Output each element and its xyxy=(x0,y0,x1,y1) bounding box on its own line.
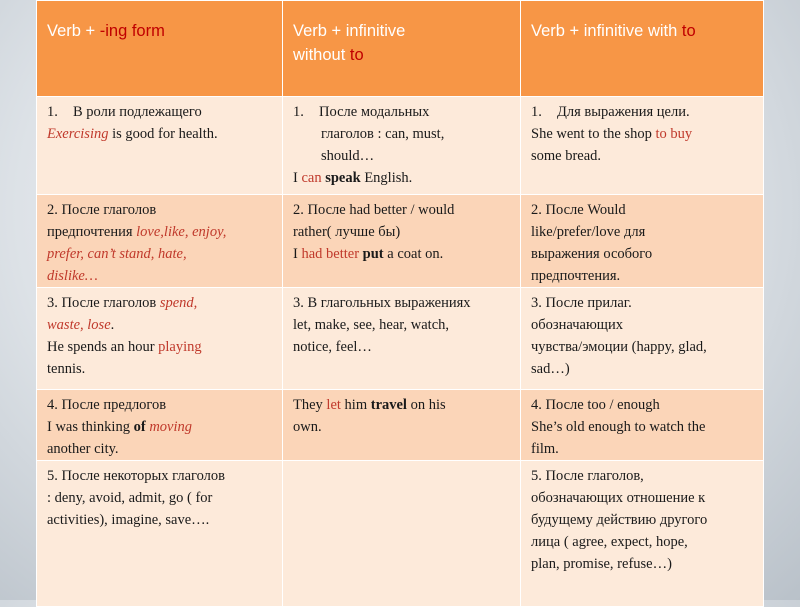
cell-inf-3 xyxy=(283,288,521,390)
cell-ing-3 xyxy=(37,288,283,390)
example-text: She went to the shop xyxy=(531,126,656,142)
rule-text: 3. После глаголов xyxy=(47,295,160,311)
example-bold: put xyxy=(362,246,384,262)
example-highlight: playing xyxy=(158,339,202,355)
rule-text: обозначающих xyxy=(531,317,623,333)
example-highlight: to buy xyxy=(655,126,693,142)
item-number: 1. xyxy=(47,104,58,120)
rule-text: 2. После had better / would xyxy=(293,202,455,218)
example-text: She’s old enough to watch the xyxy=(531,419,706,435)
cell-to-4 xyxy=(521,390,764,461)
example-bold: of xyxy=(133,419,146,435)
rule-text: 4. После too / enough xyxy=(531,397,660,413)
rule-text: 5. После глаголов, xyxy=(531,468,644,484)
rule-text: 4. После предлогов xyxy=(47,397,167,413)
rule-text: . xyxy=(110,317,115,333)
table-row xyxy=(37,288,764,390)
cell-inf-4 xyxy=(283,390,521,461)
item-number: 1. xyxy=(531,104,542,120)
rule-text: 3. В глагольных выражениях xyxy=(293,295,471,311)
rule-text: sad…) xyxy=(531,361,570,377)
cell-ing-4 xyxy=(37,390,283,461)
table-row xyxy=(37,97,764,195)
example-highlight: had better xyxy=(301,246,360,262)
rule-text: activities), imagine, save…. xyxy=(47,512,210,528)
rule-text: 2. После глаголов xyxy=(47,202,157,218)
rule-text: предпочтения xyxy=(47,224,137,240)
header-row xyxy=(37,1,764,97)
rule-text: should… xyxy=(321,148,375,164)
cell-to-5 xyxy=(521,461,764,607)
example-bold: speak xyxy=(325,170,361,186)
rule-text: выражения особого xyxy=(531,246,653,262)
cell-inf-1 xyxy=(283,97,521,195)
cell-to-1 xyxy=(521,97,764,195)
rule-text: rather( лучше бы) xyxy=(293,224,401,240)
rule-text: лица ( agree, expect, hope, xyxy=(531,534,688,550)
rule-text: Для выражения цели. xyxy=(557,104,690,120)
cell-to-2 xyxy=(521,195,764,288)
table-row xyxy=(37,461,764,607)
cell-to-3 xyxy=(521,288,764,390)
example-highlight: dislike… xyxy=(47,268,98,284)
header-infinitive-with-to xyxy=(521,1,764,97)
cell-inf-2 xyxy=(283,195,521,288)
rule-text: будущему действию другого xyxy=(531,512,708,528)
item-number: 1. xyxy=(293,104,304,120)
cell-ing-1 xyxy=(37,97,283,195)
table-row xyxy=(37,390,764,461)
header-highlight: to xyxy=(349,46,364,64)
cell-ing-5 xyxy=(37,461,283,607)
rule-text: like/prefer/love для xyxy=(531,224,646,240)
header-highlight: to xyxy=(681,22,696,40)
example-text: English. xyxy=(360,170,413,186)
example-text: I xyxy=(293,246,302,262)
example-highlight: waste, lose xyxy=(47,317,111,333)
rule-text: предпочтения. xyxy=(531,268,621,284)
example-text: is good for health. xyxy=(108,126,218,142)
example-text: some bread. xyxy=(531,148,602,164)
table-row xyxy=(37,195,764,288)
rule-text: 3. После прилаг. xyxy=(531,295,632,311)
example-highlight: let xyxy=(326,397,341,413)
header-text: Verb + infinitive with xyxy=(531,22,682,40)
example-text: I was thinking xyxy=(47,419,134,435)
header-text: Verb + xyxy=(47,22,100,40)
rule-text: чувства/эмоции (happy, glad, xyxy=(531,339,707,355)
grammar-table xyxy=(36,0,764,607)
example-text: They xyxy=(293,397,327,413)
rule-text: notice, feel… xyxy=(293,339,372,355)
example-highlight: Exercising xyxy=(47,126,109,142)
header-ing-form xyxy=(37,1,283,97)
example-highlight: prefer, can’t stand, hate, xyxy=(47,246,187,262)
example-text: He spends an hour xyxy=(47,339,159,355)
example-text: a coat on. xyxy=(383,246,444,262)
example-text: another city. xyxy=(47,441,119,457)
example-text: film. xyxy=(531,441,559,457)
example-highlight: spend, xyxy=(159,295,198,311)
example-text: own. xyxy=(293,419,322,435)
rule-text: глаголов : can, must, xyxy=(321,126,445,142)
example-text: I xyxy=(293,170,302,186)
header-highlight: -ing form xyxy=(99,22,165,40)
rule-text: 5. После некоторых глаголов xyxy=(47,468,226,484)
cell-ing-2 xyxy=(37,195,283,288)
header-text: Verb + infinitive xyxy=(293,22,406,40)
example-text: on his xyxy=(406,397,446,413)
example-bold: travel xyxy=(370,397,407,413)
header-text: without xyxy=(293,46,350,64)
rule-text: В роли подлежащего xyxy=(73,104,202,120)
example-highlight: love,like, enjoy, xyxy=(136,224,227,240)
example-text: tennis. xyxy=(47,361,86,377)
rule-text: 2. После Would xyxy=(531,202,626,218)
example-highlight: moving xyxy=(149,419,192,435)
rule-text: обозначающих отношение к xyxy=(531,490,706,506)
rule-text: После модальных xyxy=(319,104,430,120)
example-highlight: can xyxy=(301,170,322,186)
rule-text: : deny, avoid, admit, go ( for xyxy=(47,490,213,506)
rule-text: plan, promise, refuse…) xyxy=(531,556,672,572)
cell-inf-5-empty xyxy=(283,461,521,607)
rule-text: let, make, see, hear, watch, xyxy=(293,317,450,333)
header-infinitive-without-to xyxy=(283,1,521,97)
example-text: him xyxy=(340,397,371,413)
